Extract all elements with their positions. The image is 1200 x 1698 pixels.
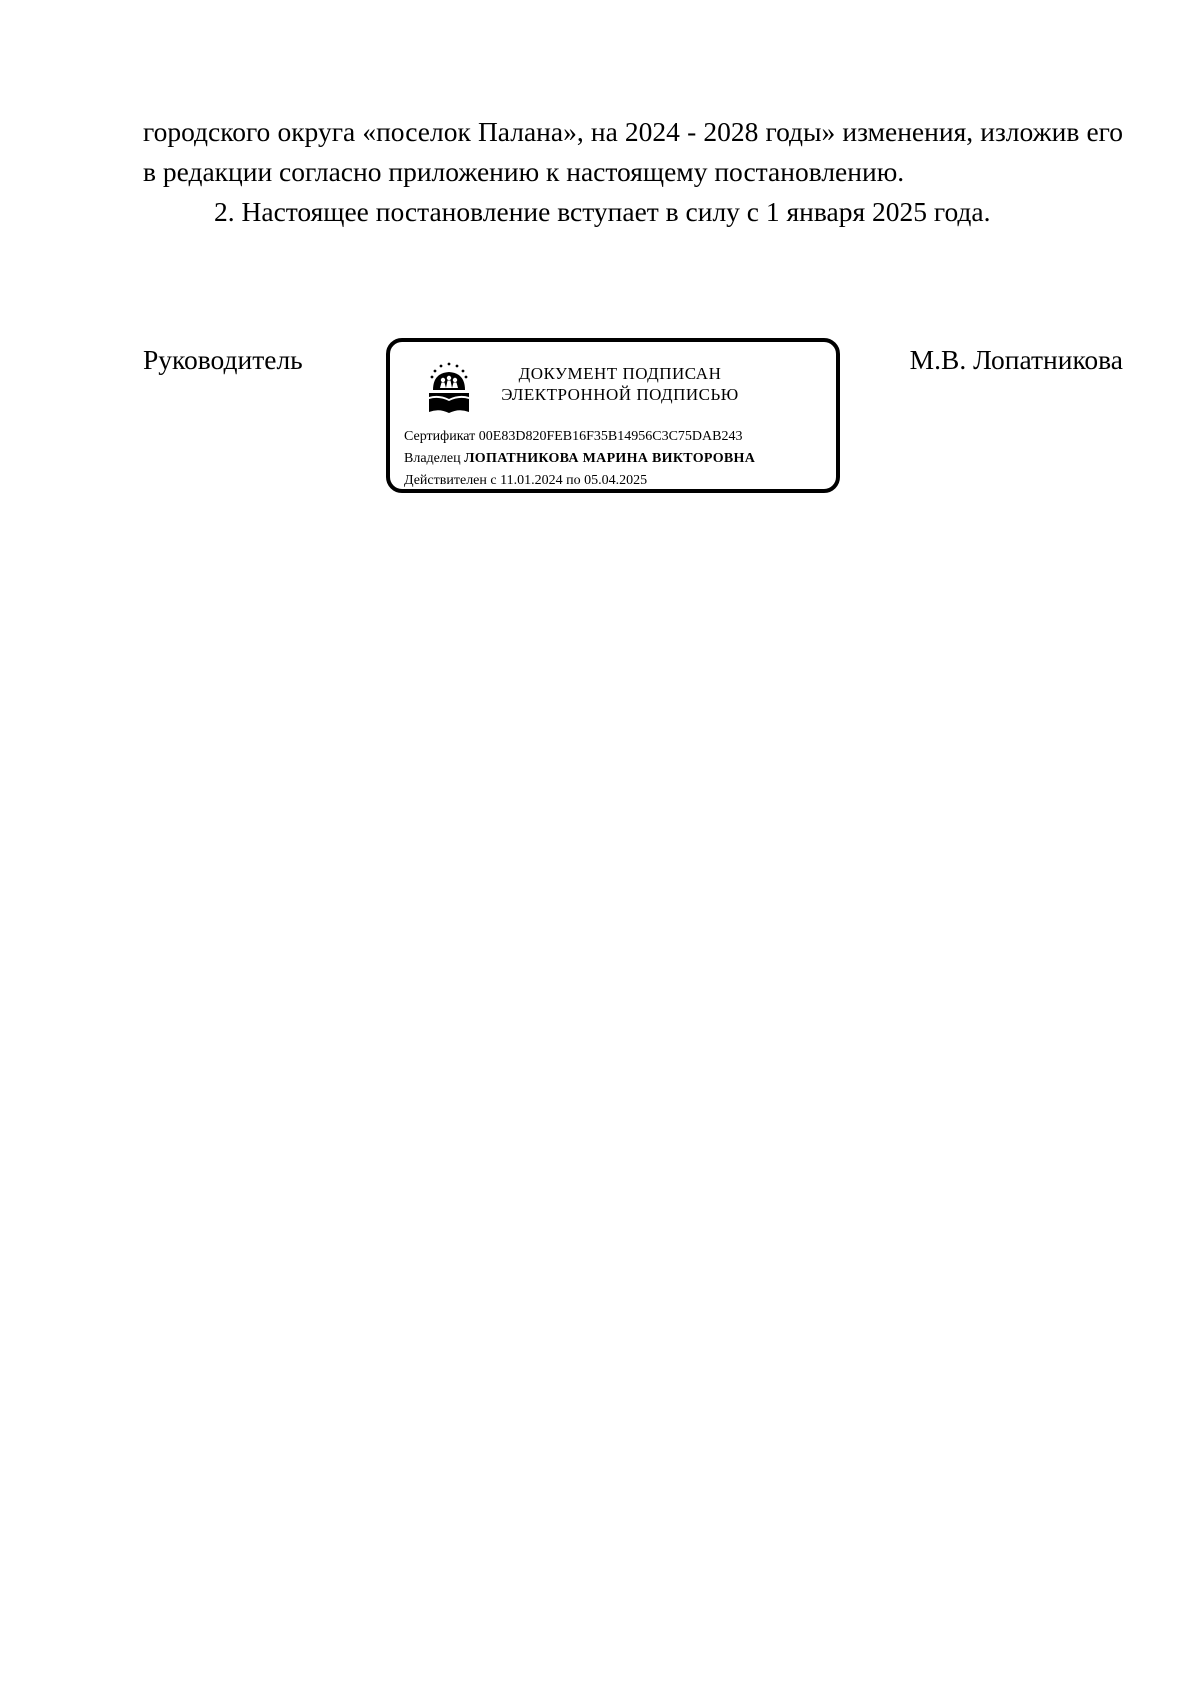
stamp-heading-line-2: ЭЛЕКТРОННОЙ ПОДПИСЬЮ [501,385,739,404]
owner-value: ЛОПАТНИКОВА МАРИНА ВИКТОРОВНА [464,451,756,466]
stamp-details [404,426,755,492]
signature-block [0,330,1200,510]
certificate-value: 00E83D820FEB16F35B14956C3C75DAB243 [478,429,743,444]
coat-of-arms-icon [426,360,472,414]
certificate-label: Сертификат [404,429,476,444]
valid-to-label: по [566,473,581,488]
valid-to: 05.04.2025 [584,473,648,488]
signer-position: Руководитель [143,344,303,375]
valid-label: Действителен [404,473,487,488]
owner-label: Владелец [404,451,461,466]
owner-row [404,448,755,470]
document-body [143,112,1123,232]
validity-row [404,470,755,492]
paragraph-continuation: городского округа «поселок Палана», на 2024 - 2028 годы» изменения, изложив его в редакции согласно приложению к настоящему постановлению. [143,116,1123,187]
valid-from: 11.01.2024 [500,473,563,488]
valid-from-label: с [490,473,497,488]
signer-name: М.В. Лопатникова [909,344,1123,375]
stamp-heading [500,363,740,405]
paragraph-2: 2. Настоящее постановление вступает в силу с 1 января 2025 года. [214,196,991,227]
electronic-signature-stamp [386,338,840,493]
certificate-row [404,426,755,448]
stamp-heading-line-1: ДОКУМЕНТ ПОДПИСАН [518,364,722,383]
